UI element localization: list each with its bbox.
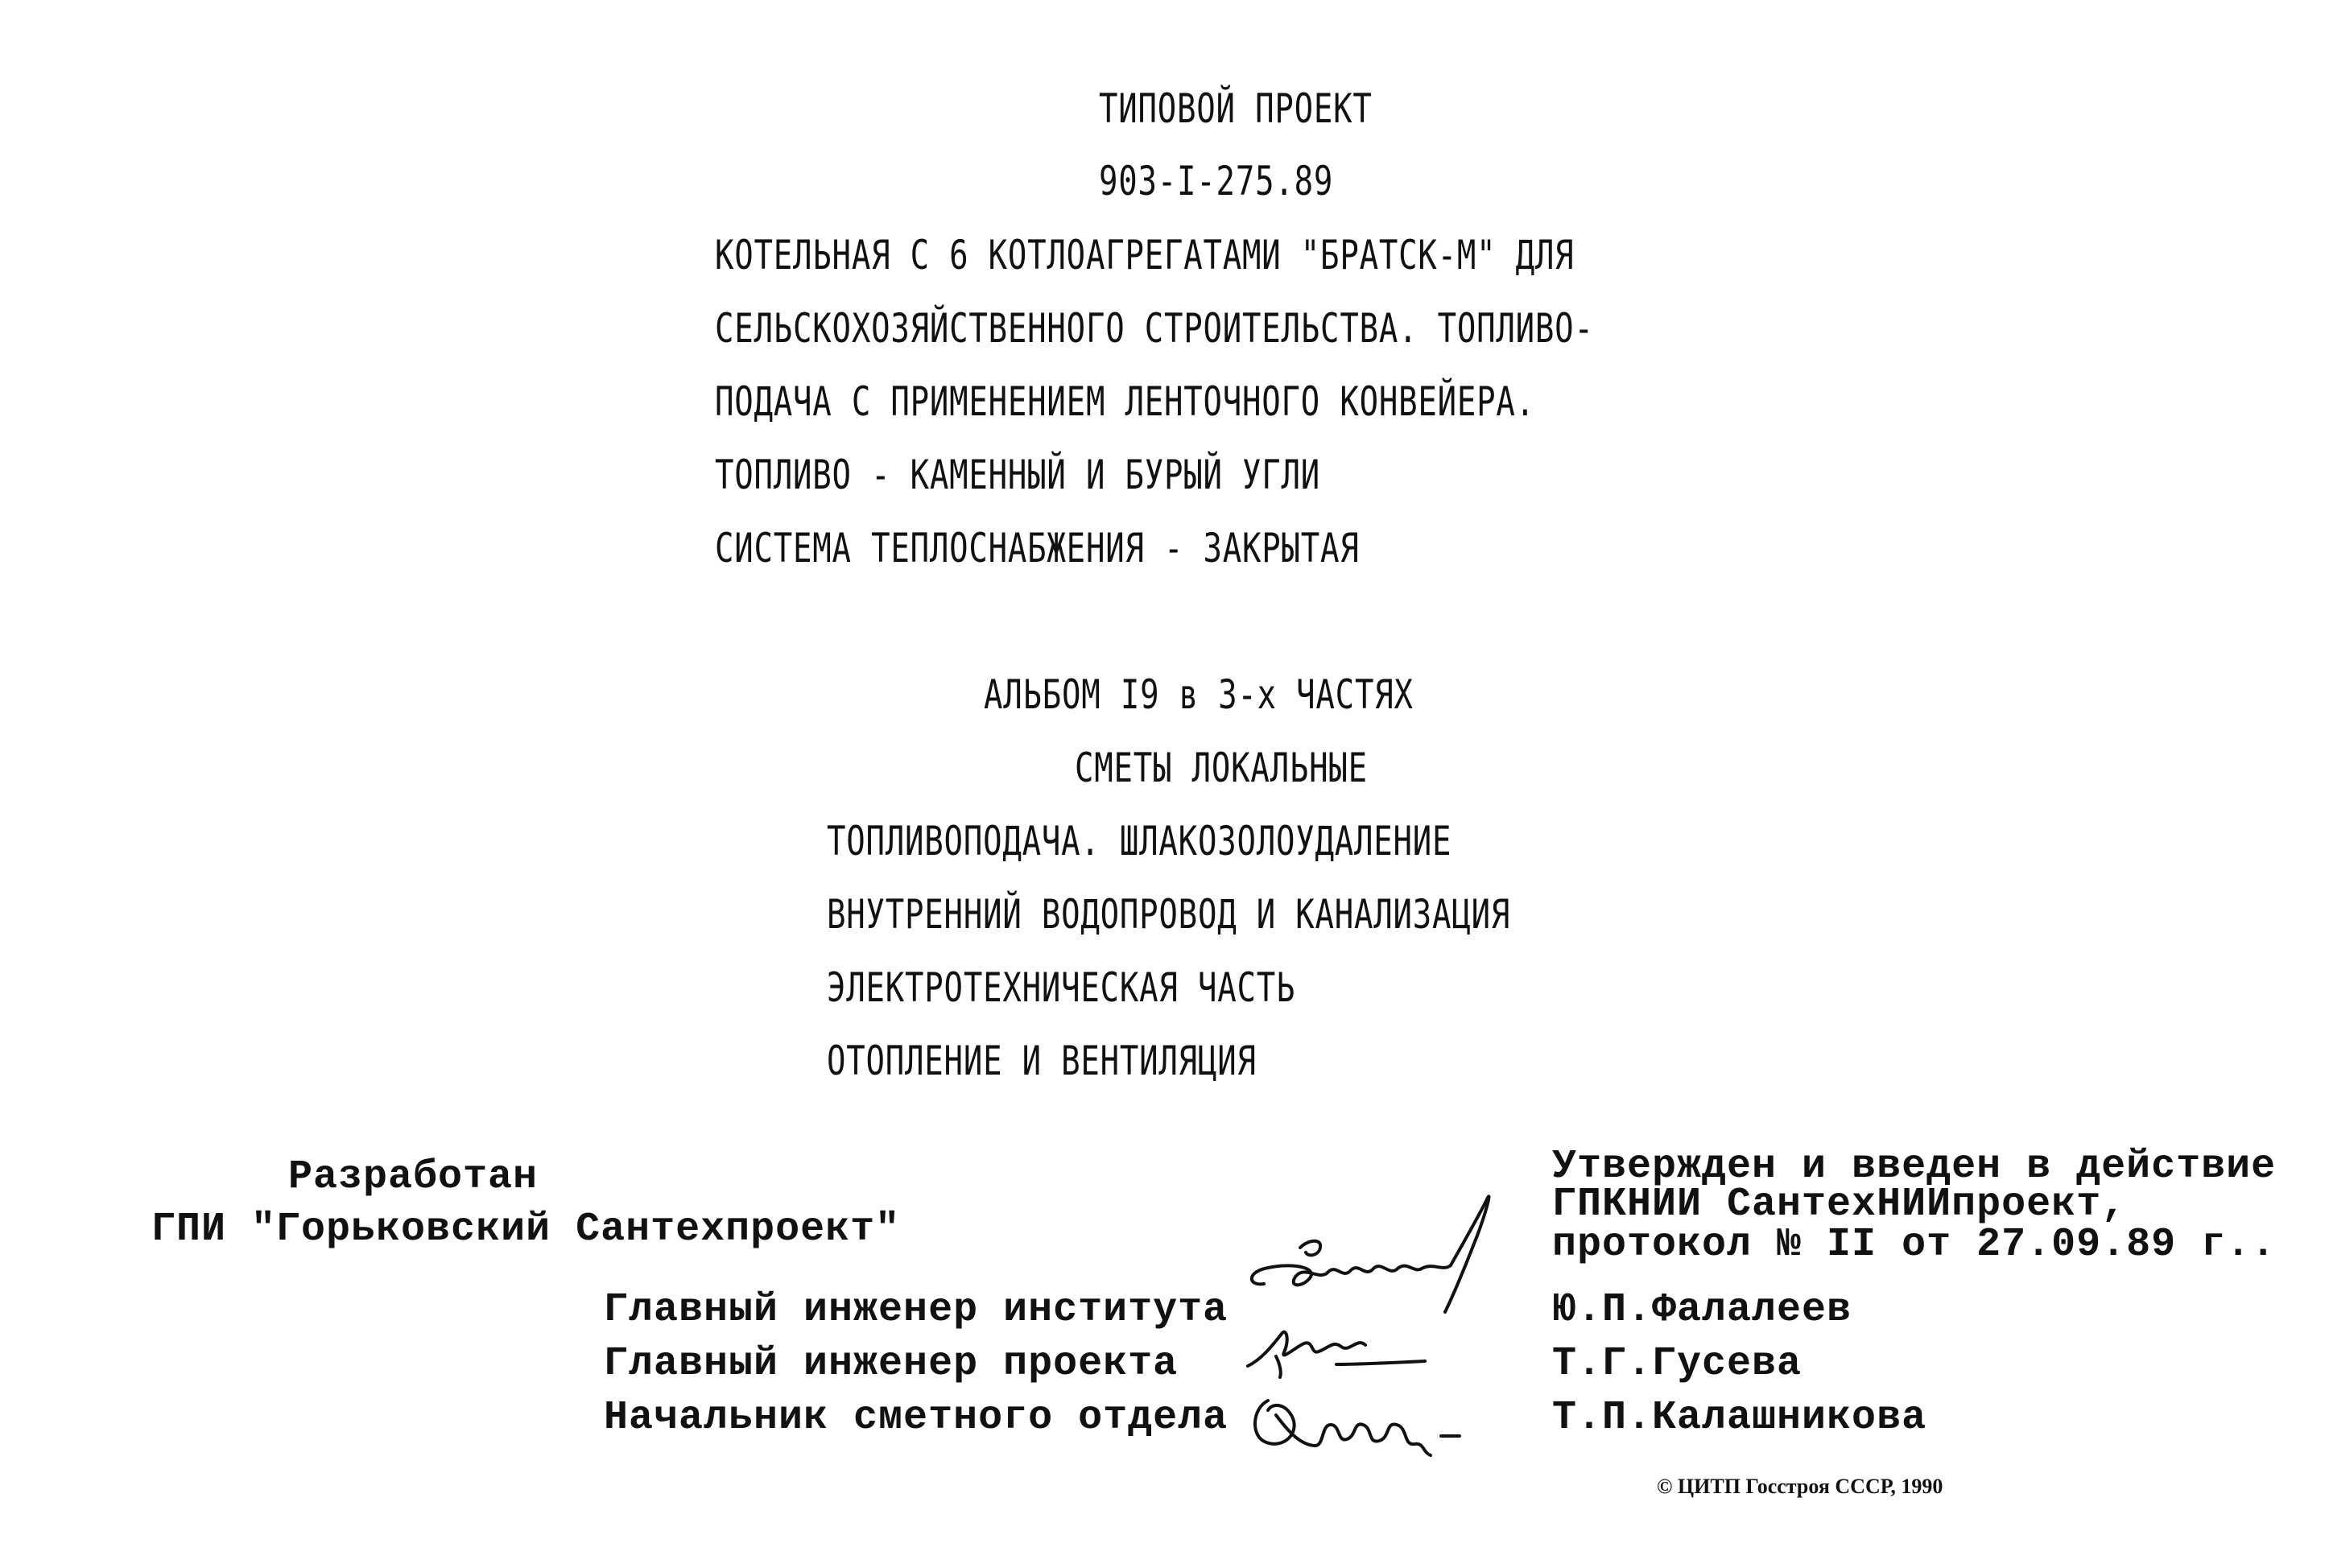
signatory-2-position: Главный инженер проекта (604, 1341, 1179, 1387)
project-title-line-2: СЕЛЬСКОХОЗЯЙСТВЕННОГО СТРОИТЕЛЬСТВА. ТОПЛИВО- (715, 305, 1594, 352)
project-title-line-3: ПОДАЧА С ПРИМЕНЕНИЕМ ЛЕНТОЧНОГО КОНВЕЙЕРА. (715, 378, 1535, 425)
album-item-1: ТОПЛИВОПОДАЧА. ШЛАКОЗОЛОУДАЛЕНИЕ (827, 818, 1452, 864)
project-title-line-5: СИСТЕМА ТЕПЛОСНАБЖЕНИЯ - ЗАКРЫТАЯ (715, 525, 1360, 571)
album-item-2: ВНУТРЕННИЙ ВОДОПРОВОД И КАНАЛИЗАЦИЯ (827, 891, 1511, 938)
signatory-1-position: Главный инженер института (604, 1287, 1229, 1333)
project-title-line-4: ТОПЛИВО - КАМЕННЫЙ И БУРЫЙ УГЛИ (715, 452, 1321, 498)
signatory-3-name: Т.П.Калашникова (1552, 1395, 1927, 1441)
developer-organization: ГПИ "Горьковский Сантехпроект" (151, 1207, 901, 1252)
album-item-4: ОТОПЛЕНИЕ И ВЕНТИЛЯЦИЯ (827, 1038, 1257, 1084)
copyright-notice: © ЦИТП Госстроя СССР, 1990 (1657, 1475, 1943, 1498)
album-item-3: ЭЛЕКТРОТЕХНИЧЕСКАЯ ЧАСТЬ (827, 964, 1296, 1011)
signature-3 (1244, 1368, 1469, 1465)
album-subheading: СМЕТЫ ЛОКАЛЬНЫЕ (1075, 745, 1368, 791)
project-number: 903-I-275.89 (1099, 158, 1334, 204)
signatory-1-name: Ю.П.Фалалеев (1552, 1287, 1852, 1333)
signatory-2-name: Т.Г.Гусева (1552, 1341, 1802, 1387)
approval-line-1: Утвержден и введен в действие (1552, 1144, 2277, 1190)
project-label: ТИПОВОЙ ПРОЕКТ (1099, 85, 1373, 132)
signatory-3-position: Начальник сметного отдела (604, 1395, 1229, 1441)
approval-line-3: протокол № II от 27.09.89 г.. (1552, 1222, 2277, 1268)
album-heading: АЛЬБОМ I9 в 3-х ЧАСТЯХ (984, 671, 1414, 718)
developer-label: Разработан (288, 1154, 539, 1200)
approval-line-2: ГПКНИИ СантехНИИпроект, (1552, 1182, 2127, 1228)
project-title-line-1: КОТЕЛЬНАЯ С 6 КОТЛОАГРЕГАТАМИ "БРАТСК-М" ДЛЯ (715, 232, 1575, 279)
signature-1 (1232, 1191, 1505, 1328)
